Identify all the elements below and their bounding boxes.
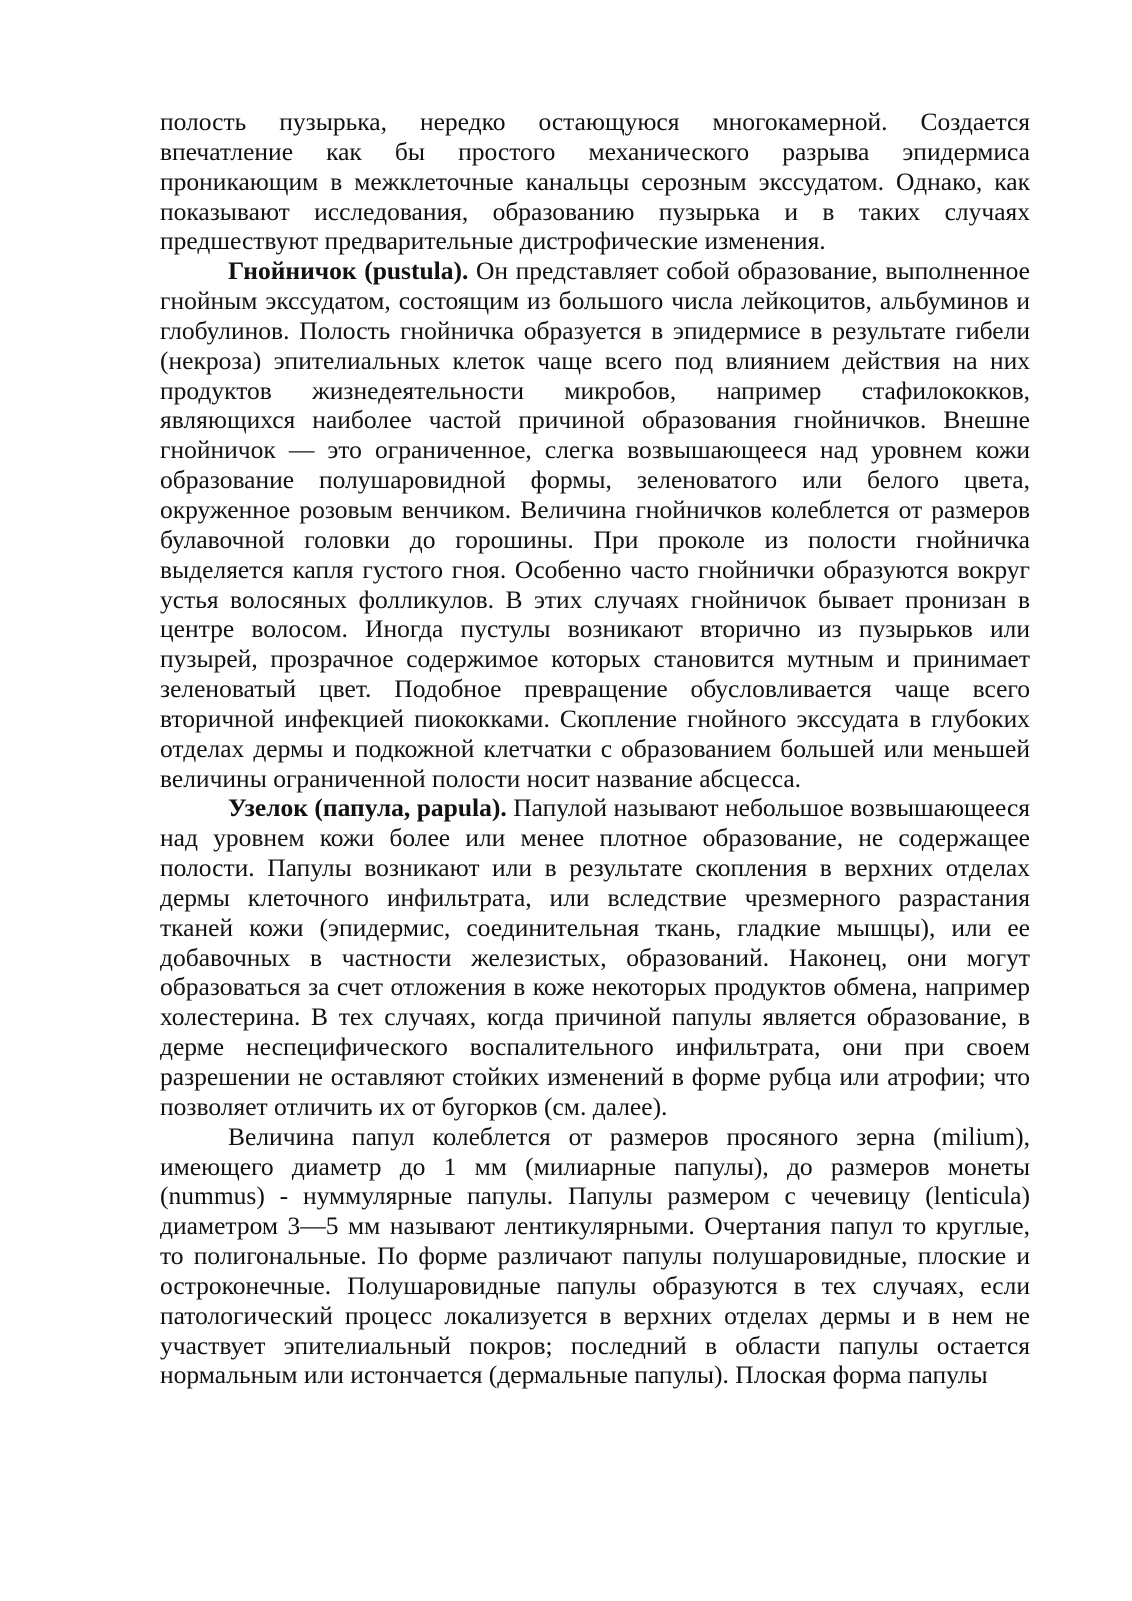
paragraph-vesicle-continuation [160,107,1030,256]
paragraph-pustula [160,256,1030,793]
paragraph-text: Он представляет собой образование, выполненное гнойным экссудатом, состоящим из большого числа лейкоцитов, альбуминов и глобулинов. Полость гнойничка образуется в эпидермисе в результате гибели (некроза) эпителиальных клеток чаще всего под влиянием действия на них продуктов жизнедеятельности микробов, например стафилококков, являющихся наиболее частой причиной образования гнойничков. Внешне гнойничок — это ограниченное, слегка возвышающееся над уровнем кожи образование полушаровидной формы, зеленоватого или белого цвета, окруженное розовым венчиком. Величина гнойничков колеблется от размеров булавочной головки до горошины. При проколе из полости гнойничка выделяется капля густого гноя. Особенно часто гнойнички образуются вокруг устья волосяных фолликулов. В этих случаях гнойничок бывает пронизан в центре волосом. Иногда пустулы возникают вторично из пузырьков или пузырей, прозрачное содержимое которых становится мутным и принимает зеленоватый цвет. Подобное превращение обусловливается чаще всего вторичной инфекцией пиококками. Скопление гнойного экссудата в глубоких отделах дермы и подкожной клетчатки с образованием большей или меньшей величины ограниченной полости носит название абсцесса. [160,256,1031,793]
term-heading-pustula: Гнойничок (pustula). [228,256,469,286]
paragraph-text: Величина папул колеблется от размеров просяного зерна (milium), имеющего диаметр до 1 мм (милиарные папулы), до размеров монеты (nummus) - нуммулярные папулы. Папулы размером с чечевицу (lenticula) диаметром 3—5 мм называют лентикулярными. Очертания папул то круглые, то полигональные. По форме различают папулы полушаровидные, плоские и остроконечные. Полушаровидные папулы образуются в тех случаях, если патологический процесс локализуется в верхних отделах дермы и в нем не участвует эпителиальный покров; последний в области папулы остается нормальным или истончается (дермальные папулы). Плоская форма папулы [160,1121,1030,1390]
paragraph-text: полость пузырька, нередко остающуюся многокамерной. Создается впечатление как бы простого механического разрыва эпидермиса проникающим в межклеточные канальцы серозным экссудатом. Однако, как показывают исследования, образованию пузырька и в таких случаях предшествуют предварительные дистрофические изменения. [160,107,1030,256]
paragraph-text: Папулой называют небольшое возвышающееся над уровнем кожи более или менее плотное образование, не содержащее полости. Папулы возникают или в результате скопления в верхних отделах дермы клеточного инфильтрата, или вследствие чрезмерного разрастания тканей кожи (эпидермис, соединительная ткань, гладкие мышцы), или ее добавочных в частности железистых, образований. Наконец, они могут образоваться за счет отложения в коже некоторых продуктов обмена, например холестерина. В тех случаях, когда причиной папулы является образование, в дерме неспецифического воспалительного инфильтрата, они при своем разрешении не оставляют стойких изменений в форме рубца или атрофии; что позволяет отличить их от бугорков (см. далее). [160,793,1030,1121]
paragraph-papule-size [160,1122,1030,1391]
term-heading-papula: Узелок (папула, papula). [228,793,507,823]
paragraph-papula [160,793,1030,1121]
document-page [160,107,1030,1390]
